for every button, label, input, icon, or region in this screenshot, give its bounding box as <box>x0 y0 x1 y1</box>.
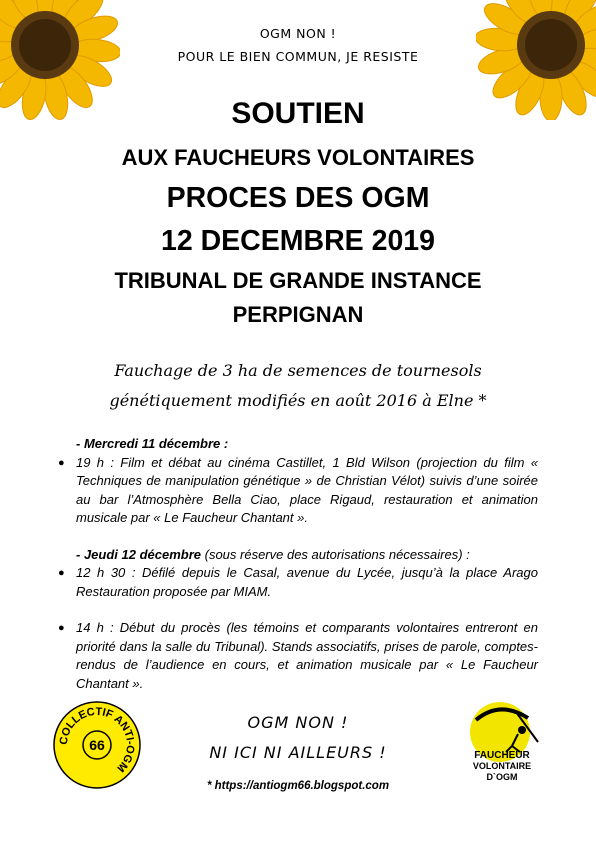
subtitle <box>0 356 596 416</box>
day2-heading: - Jeudi 12 décembre <box>76 546 201 562</box>
top-slogan-line1: OGM NON ! <box>259 26 337 41</box>
day2-note: (sous réserve des autorisations nécessaires) : <box>201 546 470 562</box>
program-item-text: 12 h 30 : Défilé depuis le Casal, avenue du Lycée, jusqu’à la place Arago Restauration proposée par MIAM. <box>76 565 538 599</box>
headline-date: 12 DECEMBRE 2019 <box>160 225 436 257</box>
footer-slogan <box>148 708 448 768</box>
bullet-icon: ● <box>58 567 65 579</box>
bullet-icon: ● <box>58 622 65 634</box>
footer-slogan-line1: OGM NON ! <box>247 713 349 732</box>
program-item-text: 19 h : Film et débat au cinéma Castillet, 1 Bld Wilson (projection du film « Techniques de manipulation génétique » de Christian Vélot) suivis d’une soirée au bar l’Atmosphère Bella Ciao, place Rigaud, restauration et animation musicale par « Le Faucheur Chantant ». <box>76 454 538 525</box>
day1-heading: - Mercredi 11 décembre : <box>76 436 229 451</box>
day2-heading-wrapper <box>58 546 538 565</box>
program-item <box>58 454 538 528</box>
top-slogan-line2: POUR LE BIEN COMMUN, JE RESISTE <box>177 49 419 64</box>
faucheur-logo-line3: D`OGM <box>486 772 518 782</box>
faucheur-logo-line2: VOLONTAIRE <box>472 761 532 771</box>
headline-proces: PROCES DES OGM <box>166 182 430 214</box>
collectif-logo-text: COLLECTIF ANTI-OGM <box>57 705 137 775</box>
faucheur-logo <box>456 702 548 786</box>
headline-soutien: SOUTIEN <box>231 97 365 130</box>
collectif-logo <box>52 700 142 790</box>
faucheur-logo-line1: FAUCHEUR <box>474 750 530 761</box>
subtitle-line1: Fauchage de 3 ha de semences de tournesols <box>114 361 482 380</box>
headline-city: PERPIGNAN <box>232 302 364 327</box>
subtitle-line2: génétiquement modifiés en août 2016 à Elne * <box>109 391 487 410</box>
bullet-icon: ● <box>58 456 65 469</box>
footer-slogan-line2: NI ICI NI AILLEURS ! <box>209 743 387 762</box>
top-slogan <box>0 22 596 68</box>
headline-faucheurs: AUX FAUCHEURS VOLONTAIRES <box>121 145 475 170</box>
blog-link[interactable]: * https://antiogm66.blogspot.com <box>206 780 390 792</box>
program <box>58 435 538 693</box>
collectif-logo-number: 66 <box>89 737 105 753</box>
headline-tribunal: TRIBUNAL DE GRANDE INSTANCE <box>114 268 482 293</box>
program-item-text: 14 h : Début du procès (les témoins et comparants volontaires entreront en priorité dans la salle du Tribunal). Stands associatifs, prises de parole, comptes-rendus de l’audience en cours, et animation musicale par « Le Faucheur Chantant ». <box>76 620 538 691</box>
program-item <box>58 564 538 601</box>
program-item <box>58 619 538 693</box>
